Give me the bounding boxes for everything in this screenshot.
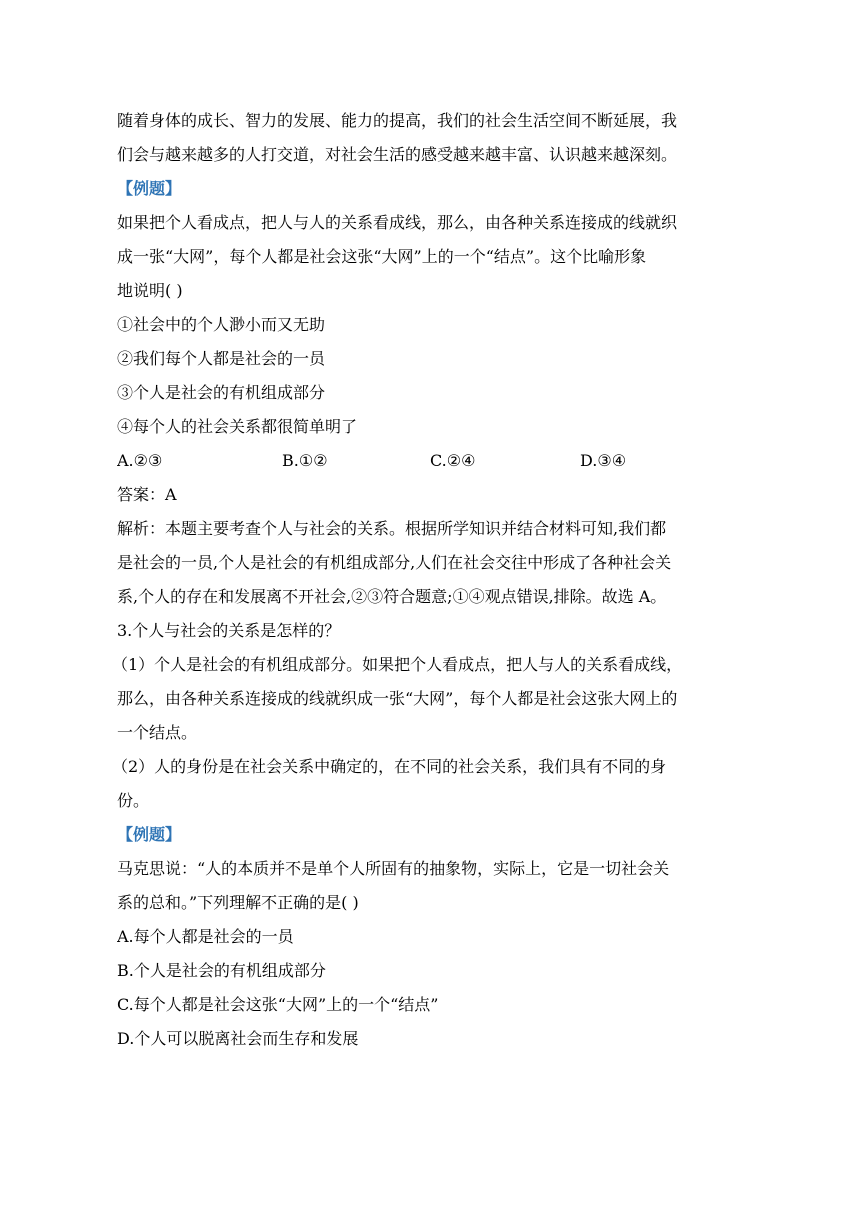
text-line: 一个结点。 (117, 723, 198, 742)
text-line: 地说明( ) (117, 281, 183, 300)
text-line: 那么，由各种关系连接成的线就织成一张“大网”，每个人都是社会这张大网上的 (117, 689, 678, 708)
point-2 (112, 750, 743, 818)
point-1 (112, 648, 743, 750)
statement-list (117, 308, 743, 444)
question-text (117, 852, 743, 920)
option-b: B.个人是社会的有机组成部分 (117, 961, 326, 980)
option-c: C.每个人都是社会这张“大网”上的一个“结点” (117, 995, 439, 1014)
statement-item: ③个人是社会的有机组成部分 (117, 383, 326, 402)
example-heading: 【例题】 (117, 179, 182, 198)
text-line: 们会与越来越多的人打交道，对社会生活的感受越来越丰富、认识越来越深刻。 (117, 145, 678, 164)
text-line: （2）人的身份是在社会关系中确定的，在不同的社会关系，我们具有不同的身 (112, 757, 667, 776)
text-line: 解析：本题主要考查个人与社会的关系。根据所学知识并结合材料可知,我们都 (117, 519, 667, 538)
section-title: 3.个人与社会的关系是怎样的？ (117, 621, 341, 640)
answer-options (117, 920, 743, 1056)
answer-text: 答案：A (117, 485, 177, 504)
option-d: D.③④ (580, 451, 627, 470)
text-line: 系的总和。”下列理解不正确的是( ) (117, 893, 359, 912)
statement-item: ②我们每个人都是社会的一员 (117, 349, 326, 368)
text-line: 随着身体的成长、智力的发展、能力的提高，我们的社会生活空间不断延展，我 (117, 111, 678, 130)
option-b: B.①② (282, 451, 328, 470)
analysis-text (117, 512, 743, 614)
statement-item: ①社会中的个人渺小而又无助 (117, 315, 326, 334)
question-text (117, 206, 743, 308)
text-line: （1）个人是社会的有机组成部分。如果把个人看成点，把人与人的关系看成线， (112, 655, 683, 674)
option-c: C.②④ (430, 451, 476, 470)
text-line: 如果把个人看成点，把人与人的关系看成线，那么，由各种关系连接成的线就织 (117, 213, 678, 232)
text-line: 是社会的一员,个人是社会的有机组成部分,人们在社会交往中形成了各种社会关 (117, 553, 672, 572)
option-a: A.②③ (117, 451, 163, 470)
example-1 (117, 172, 743, 614)
answer-options (117, 444, 743, 478)
option-a: A.每个人都是社会的一员 (117, 927, 294, 946)
text-line: 份。 (117, 791, 150, 810)
intro-paragraph (117, 104, 743, 172)
section-3 (112, 614, 743, 818)
text-line: 系,个人的存在和发展离不开社会,②③符合题意;①④观点错误,排除。故选 A。 (117, 587, 667, 606)
example-2 (117, 818, 743, 1056)
option-d: D.个人可以脱离社会而生存和发展 (117, 1029, 359, 1048)
document-page (112, 104, 743, 1056)
example-heading: 【例题】 (117, 825, 182, 844)
text-line: 成一张“大网”，每个人都是社会这张“大网”上的一个“结点”。这个比喻形象 (117, 247, 647, 266)
statement-item: ④每个人的社会关系都很简单明了 (117, 417, 358, 436)
text-line: 马克思说：“人的本质并不是单个人所固有的抽象物，实际上，它是一切社会关 (117, 859, 670, 878)
